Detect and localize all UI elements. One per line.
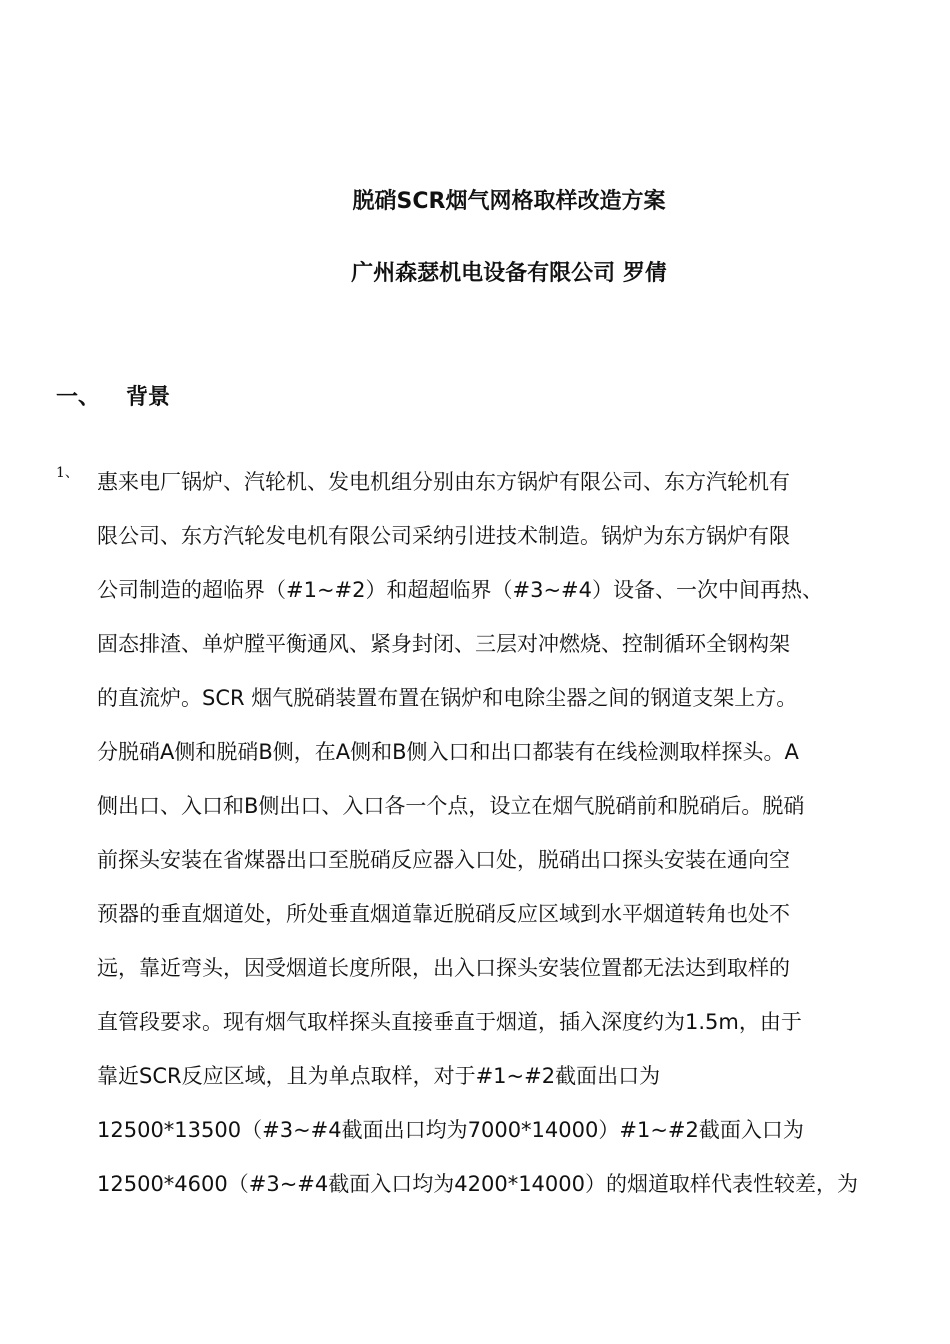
list-marker: 1、 xyxy=(56,465,79,481)
author-line: 广州森瑟机电设备有限公司 罗倩 xyxy=(351,261,667,286)
paragraph-line: 预器的垂直烟道处，所处垂直烟道靠近脱硝反应区域到水平烟道转角也处不 xyxy=(97,902,790,926)
paragraph-line: 直管段要求。现有烟气取样探头直接垂直于烟道，插入深度约为1.5m，由于 xyxy=(97,1010,802,1034)
paragraph-line: 远，靠近弯头，因受烟道长度所限，出入口探头安装位置都无法达到取样的 xyxy=(97,956,790,980)
paragraph-line: 分脱硝A侧和脱硝B侧，在A侧和B侧入口和出口都装有在线检测取样探头。A xyxy=(97,740,799,764)
paragraph-line: 的直流炉。SCR 烟气脱硝装置布置在锅炉和电除尘器之间的钢道支架上方。 xyxy=(97,686,798,710)
section-title: 背景 xyxy=(126,385,171,410)
paragraph-line: 公司制造的超临界（#1~#2）和超超临界（#3~#4）设备、一次中间再热、 xyxy=(97,578,824,602)
section-number: 一、 xyxy=(56,385,101,410)
body-paragraph xyxy=(97,455,887,1211)
document-title: 脱硝SCR烟气网格取样改造方案 xyxy=(352,189,666,214)
paragraph-line: 12500*4600（#3~#4截面入口均为4200*14000）的烟道取样代表性较差，为 xyxy=(97,1172,859,1196)
paragraph-line: 侧出口、入口和B侧出口、入口各一个点，设立在烟气脱硝前和脱硝后。脱硝 xyxy=(97,794,805,818)
paragraph-line: 12500*13500（#3~#4截面出口均为7000*14000）#1~#2截面入口为 xyxy=(97,1118,804,1142)
section-heading xyxy=(56,380,170,411)
paragraph-line: 前探头安装在省煤器出口至脱硝反应器入口处，脱硝出口探头安装在通向空 xyxy=(97,848,790,872)
paragraph-line: 限公司、东方汽轮发电机有限公司采纳引进技术制造。锅炉为东方锅炉有限 xyxy=(97,524,790,548)
paragraph-line: 固态排渣、单炉膛平衡通风、紧身封闭、三层对冲燃烧、控制循环全钢构架 xyxy=(97,632,790,656)
paragraph-line: 靠近SCR反应区域，且为单点取样，对于#1~#2截面出口为 xyxy=(97,1064,661,1088)
paragraph-line: 惠来电厂锅炉、汽轮机、发电机组分别由东方锅炉有限公司、东方汽轮机有 xyxy=(97,470,790,494)
